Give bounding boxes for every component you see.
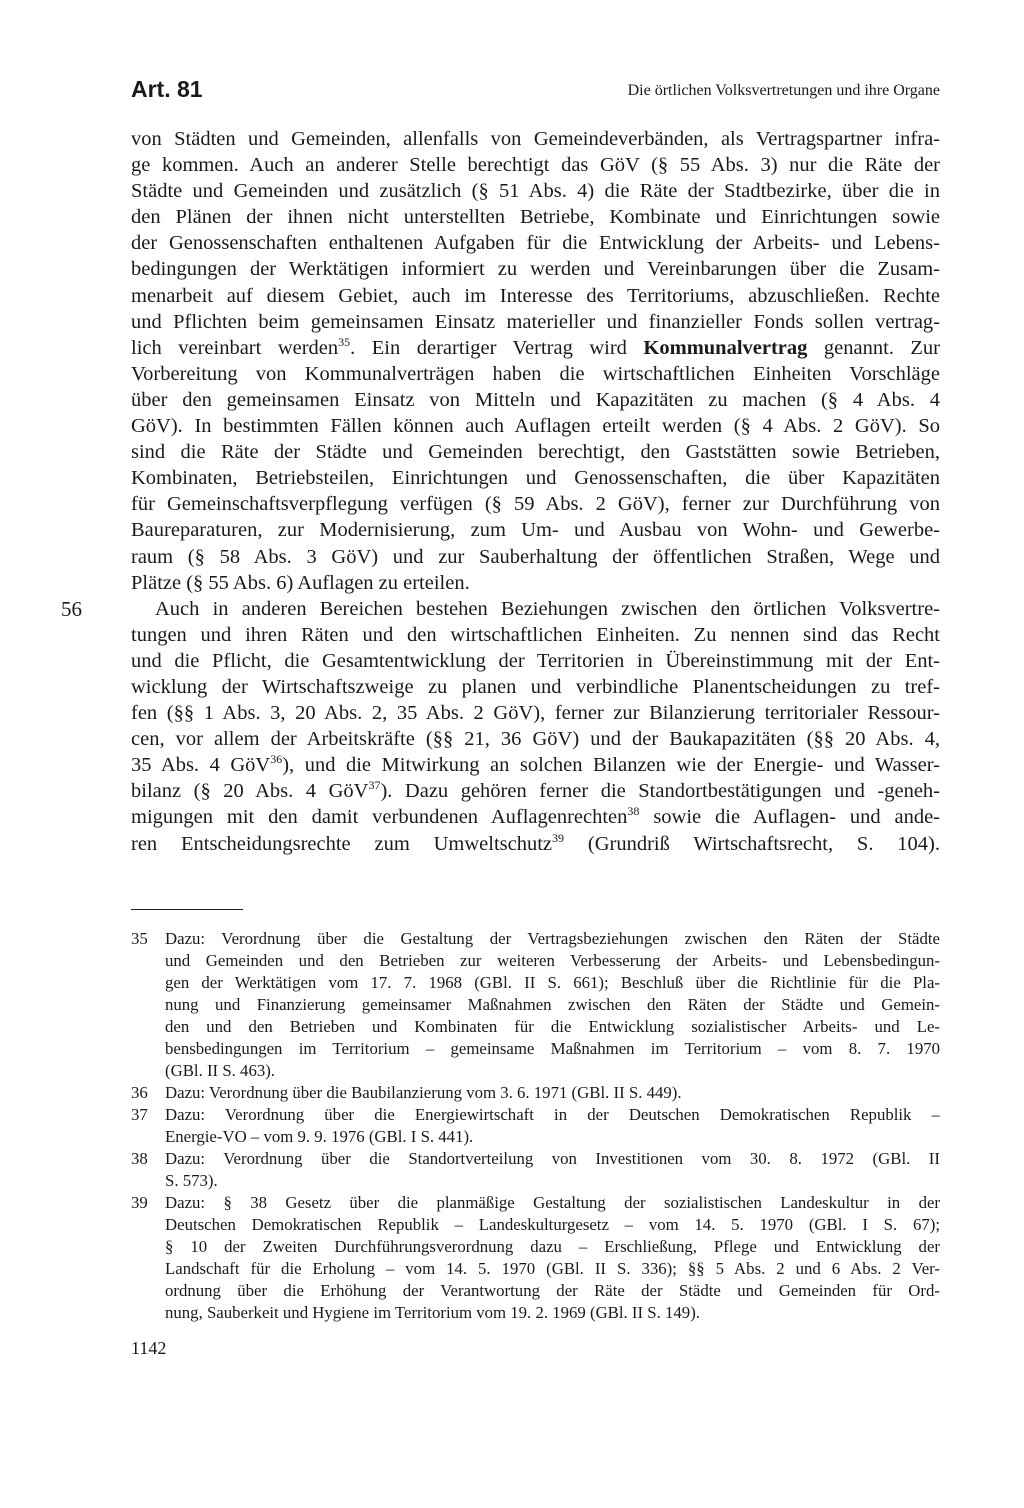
footnotes bbox=[131, 928, 940, 1324]
text-line: Vorbereitung von Kommunalverträgen haben die wirtschaftlichen Einheiten Vorschläge bbox=[131, 362, 940, 385]
text-run: (Grundriß Wirtschaftsrecht, S. 104). bbox=[564, 832, 940, 855]
footnote-ref-35: 35 bbox=[338, 334, 351, 349]
text-run: lich vereinbart werden bbox=[131, 336, 339, 359]
footnote-number: 39 bbox=[131, 1193, 148, 1212]
paragraph-56 bbox=[61, 596, 940, 857]
footnote-line: Dazu: Verordnung über die Standortverteilung von Investitionen vom 30. 8. 1972 (GBl. II bbox=[165, 1149, 940, 1168]
footnote-line: ordnung über die Erhöhung der Verantwortung der Räte der Städte und Gemeinden für Ord- bbox=[165, 1281, 940, 1300]
text-line: menarbeit auf diesem Gebiet, auch im Interesse des Territoriums, abzuschließen. Rechte bbox=[131, 284, 940, 307]
text-line: bedingungen der Werktätigen informiert zu werden und Vereinbarungen über die Zusam- bbox=[131, 258, 940, 281]
footnote-line: Energie-VO – vom 9. 9. 1976 (GBl. I S. 441). bbox=[165, 1127, 474, 1146]
text-run: ). Dazu gehören ferner die Standortbestätigungen und -geneh- bbox=[380, 780, 940, 803]
footnote-number: 36 bbox=[131, 1083, 148, 1102]
text-line: cen, vor allem der Arbeitskräfte (§§ 21, 36 GöV) und der Baukapazitäten (§§ 20 Abs. 4, bbox=[131, 728, 940, 751]
footnote-35 bbox=[131, 928, 940, 1082]
footnote-36 bbox=[131, 1082, 940, 1104]
text-run: bilanz (§ 20 Abs. 4 GöV bbox=[131, 780, 369, 803]
footnote-ref-39: 39 bbox=[552, 830, 565, 845]
running-title: Die örtlichen Volksvertretungen und ihre Organe bbox=[627, 82, 940, 99]
text-line: sind die Räte der Städte und Gemeinden berechtigt, den Gaststätten sowie Betrieben, bbox=[131, 441, 940, 464]
text-line: ge kommen. Auch an anderer Stelle berechtigt das GöV (§ 55 Abs. 3) nur die Räte der bbox=[131, 154, 940, 177]
footnote-line: Deutschen Demokratischen Republik – Landeskulturgesetz – vom 14. 5. 1970 (GBl. I S. 67); bbox=[165, 1215, 940, 1234]
text-line: für Gemeinschaftsverpflegung verfügen (§ 59 Abs. 2 GöV), ferner zur Durchführung von bbox=[131, 493, 940, 516]
footnote-line: bensbedingungen im Territorium – gemeinsame Maßnahmen im Territorium – vom 8. 7. 1970 bbox=[165, 1039, 940, 1058]
footnote-number: 37 bbox=[131, 1105, 148, 1124]
footnote-ref-36: 36 bbox=[270, 752, 283, 767]
footnote-line: Dazu: Verordnung über die Gestaltung der Vertragsbeziehungen zwischen den Räten der Städte bbox=[165, 929, 940, 948]
text-run: sowie die Auflagen- und ande- bbox=[639, 806, 940, 829]
text-line: raum (§ 58 Abs. 3 GöV) und zur Sauberhaltung der öffentlichen Straßen, Wege und bbox=[131, 545, 940, 568]
term-kommunalvertrag: Kommunalvertrag bbox=[643, 336, 808, 359]
footnote-39 bbox=[131, 1192, 940, 1324]
footnote-separator bbox=[131, 909, 243, 910]
page-header bbox=[131, 74, 940, 106]
footnote-line: und Gemeinden und den Betrieben zur weiteren Verbesserung der Arbeits- und Lebensbedingun- bbox=[165, 951, 940, 970]
text-line bbox=[131, 778, 940, 804]
text-line bbox=[131, 752, 940, 778]
text-line: und Pflichten beim gemeinsamen Einsatz materieller und finanzieller Fonds sollen vertrag- bbox=[131, 310, 940, 333]
text-line bbox=[131, 804, 940, 830]
margin-number: 56 bbox=[61, 596, 82, 621]
footnote-line: Dazu: Verordnung über die Energiewirtschaft in der Deutschen Demokratischen Republik – bbox=[165, 1105, 940, 1124]
footnote-38 bbox=[131, 1148, 940, 1192]
text-line: über den gemeinsamen Einsatz von Mitteln und Kapazitäten zu machen (§ 4 Abs. 4 bbox=[131, 388, 940, 411]
text-line: Auch in anderen Bereichen bestehen Beziehungen zwischen den örtlichen Volksvertre- bbox=[155, 597, 940, 620]
footnote-line: nung und Finanzierung gemeinsamer Maßnahmen zwischen den Räten der Städte und Gemein- bbox=[165, 995, 940, 1014]
footnote-line: S. 573). bbox=[165, 1171, 218, 1190]
text-line: wicklung der Wirtschaftszweige zu planen und verbindliche Planentscheidungen zu tref- bbox=[131, 675, 940, 698]
text-line: Städte und Gemeinden und zusätzlich (§ 51 Abs. 4) die Räte der Stadtbezirke, über die in bbox=[131, 180, 940, 203]
footnote-line: (GBl. II S. 463). bbox=[165, 1061, 276, 1080]
text-line: Baureparaturen, zur Modernisierung, zum Um- und Ausbau von Wohn- und Gewerbe- bbox=[131, 519, 940, 542]
text-run: . Ein derartiger Vertrag wird bbox=[350, 336, 644, 359]
text-line: und die Pflicht, die Gesamtentwicklung der Territorien in Übereinstimmung mit der Ent- bbox=[131, 649, 940, 672]
footnote-line: Dazu: § 38 Gesetz über die planmäßige Gestaltung der sozialistischen Landeskultur in der bbox=[165, 1193, 940, 1212]
text-line bbox=[131, 831, 940, 857]
footnote-line: nung, Sauberkeit und Hygiene im Territorium vom 19. 2. 1969 (GBl. II S. 149). bbox=[165, 1303, 700, 1322]
footnote-ref-37: 37 bbox=[368, 778, 381, 793]
page-number: 1142 bbox=[131, 1338, 167, 1358]
footnote-number: 35 bbox=[131, 929, 148, 948]
footnote-line: gen der Werktätigen vom 17. 7. 1968 (GBl. II S. 661); Beschluß über die Richtlinie für die Pla- bbox=[165, 973, 940, 992]
body-text bbox=[61, 126, 941, 857]
text-line-kommunalvertrag bbox=[131, 335, 940, 361]
text-run: genannt. Zur bbox=[807, 336, 941, 359]
text-line: den Plänen der ihnen nicht unterstellten Betriebe, Kombinate und Einrichtungen sowie bbox=[131, 206, 940, 229]
footnote-line: Dazu: Verordnung über die Baubilanzierung vom 3. 6. 1971 (GBl. II S. 449). bbox=[165, 1083, 682, 1102]
text-line: der Genossenschaften enthaltenen Aufgaben für die Entwicklung der Arbeits- und Lebens- bbox=[131, 232, 940, 255]
text-run: ren Entscheidungsrechte zum Umweltschutz bbox=[131, 832, 553, 855]
footnote-line: § 10 der Zweiten Durchführungsverordnung dazu – Erschließung, Pflege und Entwicklung der bbox=[165, 1237, 940, 1256]
footnote-ref-38: 38 bbox=[627, 804, 640, 819]
text-line: tungen und ihren Räten und den wirtschaftlichen Einheiten. Zu nennen sind das Recht bbox=[131, 623, 940, 646]
text-run: 35 Abs. 4 GöV bbox=[131, 754, 271, 777]
footnote-line: Landschaft für die Erholung – vom 14. 5. 1970 (GBl. II S. 336); §§ 5 Abs. 2 und 6 Abs. 2 Ver- bbox=[165, 1259, 940, 1278]
text-line: fen (§§ 1 Abs. 3, 20 Abs. 2, 35 Abs. 2 GöV), ferner zur Bilanzierung territorialer Ressour- bbox=[131, 702, 940, 725]
footnote-line: den und den Betrieben und Kombinaten für die Entwicklung sozialistischer Arbeits- und Le- bbox=[165, 1017, 940, 1036]
text-line: Kombinaten, Betriebsteilen, Einrichtungen und Genossenschaften, die über Kapazitäten bbox=[131, 467, 940, 490]
text-run: migungen mit den damit verbundenen Auflagenrechten bbox=[131, 806, 628, 829]
footnote-37 bbox=[131, 1104, 940, 1148]
text-run: ), und die Mitwirkung an solchen Bilanzen wie der Energie- und Wasser- bbox=[282, 754, 940, 777]
article-label: Art. 81 bbox=[131, 76, 203, 102]
footnote-number: 38 bbox=[131, 1149, 148, 1168]
text-line: GöV). In bestimmten Fällen können auch Auflagen erteilt werden (§ 4 Abs. 2 GöV). So bbox=[131, 415, 940, 438]
text-line: von Städten und Gemeinden, allenfalls von Gemeindeverbänden, als Vertragspartner infra- bbox=[131, 128, 940, 150]
text-line: Plätze (§ 55 Abs. 6) Auflagen zu erteilen. bbox=[131, 571, 470, 594]
